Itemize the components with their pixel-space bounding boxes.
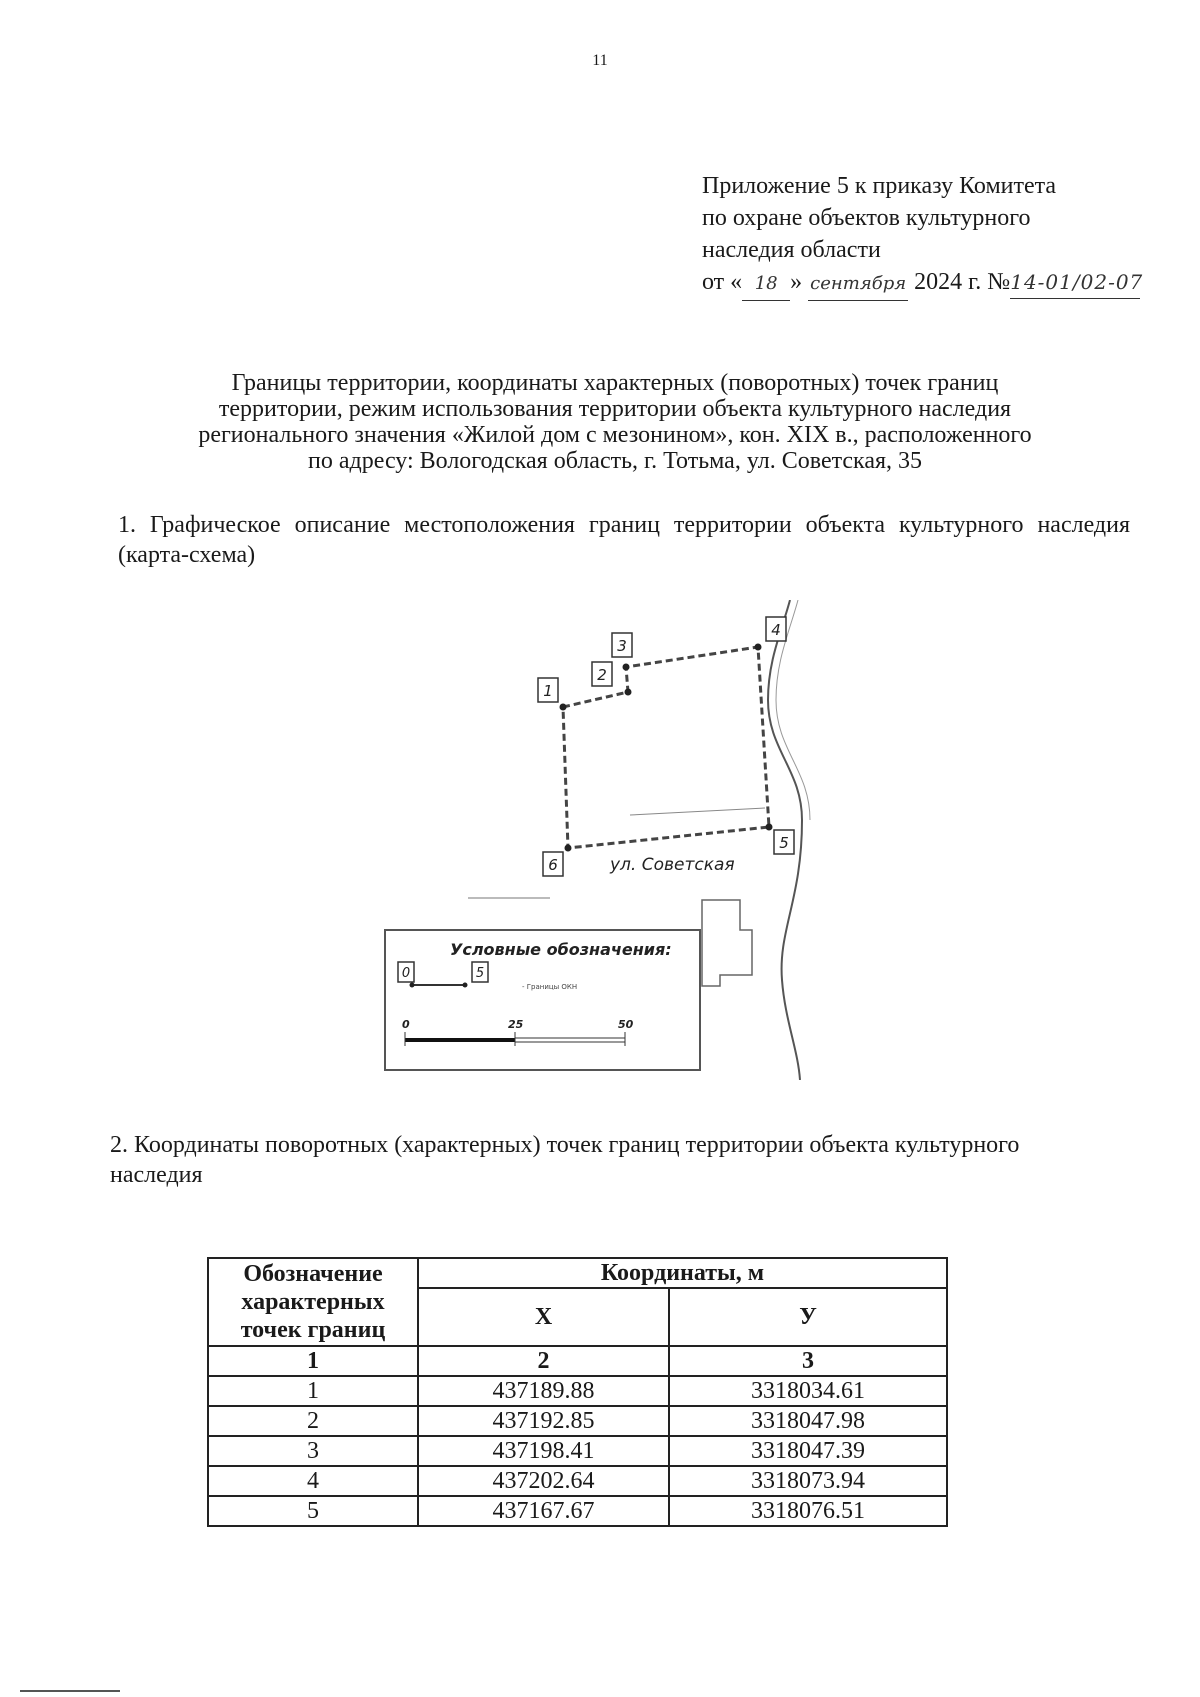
document-title bbox=[110, 370, 1120, 474]
appendix-block bbox=[702, 170, 1142, 301]
point-label-3: 3 bbox=[617, 637, 627, 655]
header-coordinates: Координаты, м bbox=[418, 1258, 947, 1288]
scale-tick-25: 25 bbox=[508, 1018, 524, 1031]
cell-y: 3318073.94 bbox=[669, 1466, 947, 1496]
legend-boundary-label: - Границы ОКН bbox=[522, 983, 578, 991]
date-month: сентября bbox=[808, 268, 908, 301]
cell-y: 3318034.61 bbox=[669, 1376, 947, 1406]
legend-title: Условные обозначения: bbox=[450, 940, 672, 959]
street-label: ул. Советская bbox=[610, 855, 735, 875]
cell-point: 1 bbox=[208, 1376, 418, 1406]
appendix-line-3: наследия области bbox=[702, 237, 881, 263]
vertex-2 bbox=[625, 689, 632, 696]
title-line-4: по адресу: Вологодская область, г. Тотьма, ул. Советская, 35 bbox=[307, 448, 923, 474]
cell-x: 437198.41 bbox=[418, 1436, 669, 1466]
scale-tick-0: 0 bbox=[402, 1018, 410, 1031]
cell-x: 437192.85 bbox=[418, 1406, 669, 1436]
cell-y: 3318047.39 bbox=[669, 1436, 947, 1466]
cell-point: 2 bbox=[208, 1406, 418, 1436]
vertex-1 bbox=[560, 704, 567, 711]
cell-x: 437167.67 bbox=[418, 1496, 669, 1526]
table-row bbox=[208, 1376, 947, 1406]
boundary-map bbox=[380, 600, 840, 1080]
table-row bbox=[208, 1406, 947, 1436]
point-label-5: 5 bbox=[779, 834, 789, 852]
vertex-5 bbox=[766, 824, 773, 831]
section-1-heading: 1. Графическое описание местоположения границ территории объекта культурного наследия (карта-схема) bbox=[118, 512, 1130, 568]
header-x: X bbox=[418, 1288, 669, 1346]
building-edge bbox=[630, 808, 765, 815]
table-row bbox=[208, 1436, 947, 1466]
date-year: 2024 г. № bbox=[914, 269, 1011, 295]
page-number: 11 bbox=[592, 52, 608, 69]
cell-point: 3 bbox=[208, 1436, 418, 1466]
order-number: 14-01/02-07 bbox=[1010, 266, 1140, 299]
scale-tick-50: 50 bbox=[618, 1018, 634, 1031]
coordinates-table bbox=[207, 1257, 948, 1527]
footer-rule bbox=[20, 1690, 120, 1692]
point-label-4: 4 bbox=[771, 621, 781, 639]
date-prefix: от « bbox=[702, 269, 743, 295]
cell-point: 4 bbox=[208, 1466, 418, 1496]
cell-point: 5 bbox=[208, 1496, 418, 1526]
title-line-2: территории, режим использования территории объекта культурного наследия bbox=[218, 396, 1012, 422]
appendix-line-2: по охране объектов культурного bbox=[702, 205, 1031, 231]
section-2-heading: 2. Координаты поворотных (характерных) точек границ территории объекта культурного наследия bbox=[110, 1132, 1020, 1188]
vertex-4 bbox=[755, 644, 762, 651]
point-label-2: 2 bbox=[597, 666, 607, 684]
point-label-1: 1 bbox=[543, 682, 553, 700]
header-points: Обозначение характерных точек границ bbox=[208, 1258, 418, 1346]
neighbour-building bbox=[702, 900, 752, 986]
cell-x: 437189.88 bbox=[418, 1376, 669, 1406]
column-number-2: 2 bbox=[418, 1346, 669, 1376]
column-number-1: 1 bbox=[208, 1346, 418, 1376]
cell-y: 3318047.98 bbox=[669, 1406, 947, 1436]
vertex-3 bbox=[623, 664, 630, 671]
cell-y: 3318076.51 bbox=[669, 1496, 947, 1526]
title-line-1: Границы территории, координаты характерных (поворотных) точек границ bbox=[231, 370, 999, 396]
column-number-3: 3 bbox=[669, 1346, 947, 1376]
table-row bbox=[208, 1496, 947, 1526]
legend-point-0: 0 bbox=[401, 966, 411, 981]
title-line-3: регионального значения «Жилой дом с мезонином», кон. XIX в., расположенного bbox=[198, 422, 1032, 448]
table-row bbox=[208, 1466, 947, 1496]
appendix-line-1: Приложение 5 к приказу Комитета bbox=[702, 173, 1057, 199]
date-day: 18 bbox=[742, 268, 790, 301]
header-y: У bbox=[669, 1288, 947, 1346]
appendix-date-line bbox=[702, 266, 1142, 301]
vertex-6 bbox=[565, 845, 572, 852]
cell-x: 437202.64 bbox=[418, 1466, 669, 1496]
point-label-6: 6 bbox=[548, 856, 558, 874]
legend-point-5: 5 bbox=[475, 966, 485, 981]
date-mid: » bbox=[790, 269, 803, 295]
